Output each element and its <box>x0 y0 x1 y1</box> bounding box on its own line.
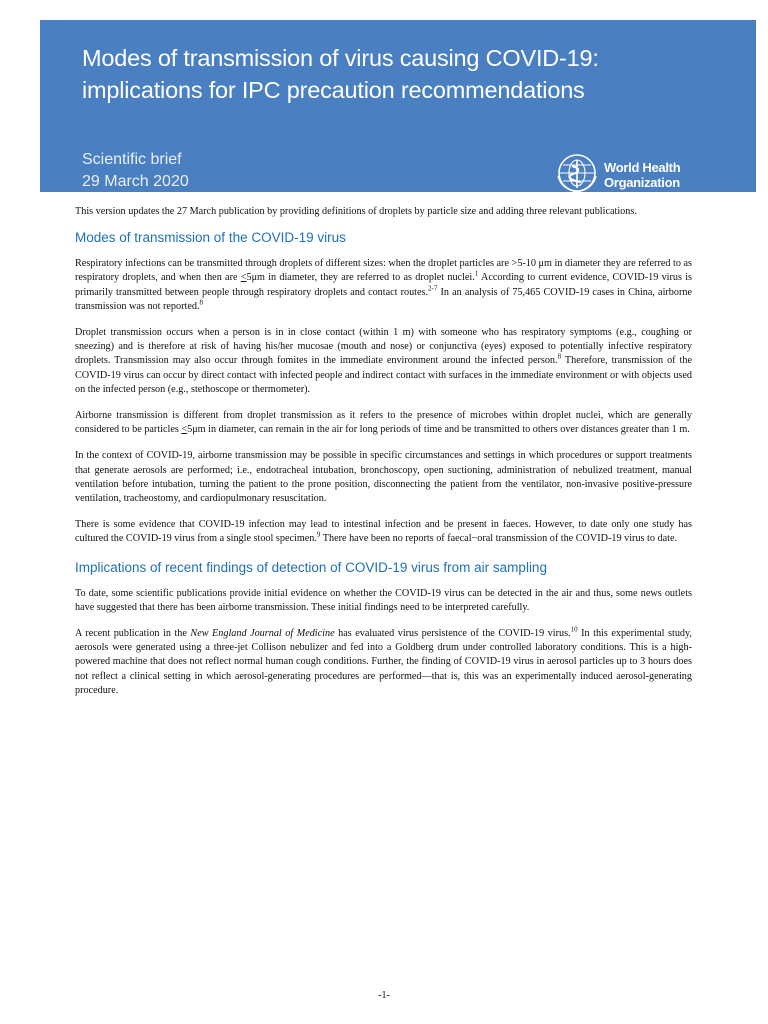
reference-marker: 1 <box>474 270 479 279</box>
paragraph: Airborne transmission is different from droplet transmission as it refers to the presence of microbes within droplet nuclei, which are generally considered to be particles <5μm in diameter, can remain in the air for long periods of time and be transmitted to others over distances greater than 1 m. <box>75 410 692 436</box>
paragraph: To date, some scientific publications provide initial evidence on whether the COVID-19 virus can be detected in the air and thus, some news outlets have suggested that there has been airborne transmission. These initial findings need to be interpreted carefully. <box>75 587 692 613</box>
document-body <box>75 205 692 710</box>
reference-marker: 2-7 <box>428 284 438 293</box>
reference-marker: 8 <box>557 353 562 362</box>
paragraph: Droplet transmission occurs when a person is in in close contact (within 1 m) with someone who has respiratory symptoms (e.g., coughing or sneezing) and is therefore at risk of having his/her mucosae (mouth and nose) or conjunctiva (eyes) exposed to potentially infective respiratory droplets. Transmission may also occur through fomites in the immediate environment around the infected person.$^8$ Therefore, transmission of the COVID-19 virus can occur by direct contact with infected people and indirect contact with surfaces in the immediate environment or with objects used on the infected person (e.g., stethoscope or thermometer). <box>75 327 693 395</box>
who-emblem-icon <box>556 152 598 194</box>
paragraph: There is some evidence that COVID-19 infection may lead to intestinal infection and be present in faeces. However, to date only one study has cultured the COVID-19 virus from a single stool specimen.$^9$ There have been no reports of faecal−oral transmission of the COVID-19 virus to date. <box>75 519 692 545</box>
reference-marker: 10 <box>570 625 578 634</box>
header-banner <box>40 20 756 192</box>
document-date: 29 March 2020 <box>82 173 189 190</box>
paragraph: In the context of COVID-19, airborne transmission may be possible in specific circumstances and settings in which procedures or support treatments that generate aerosols are performed; i.e., endotracheal intubation, bronchoscopy, open suctioning, administration of nebulized treatment, manual ventilation before intubation, turning the patient to the prone position, disconnecting the patient from the ventilator, non-invasive positive-pressure ventilation, tracheostomy, and cardiopulmonary resuscitation. <box>75 450 692 505</box>
intro-paragraph: This version updates the 27 March publication by providing definitions of droplets by particle size and adding three relevant publications. <box>75 206 637 217</box>
section-heading-modes: Modes of transmission of the COVID-19 virus <box>75 230 346 246</box>
journal-name: New England Journal of Medicine <box>190 628 335 640</box>
paragraph: Respiratory infections can be transmitted through droplets of different sizes: when the droplet particles are >5-10 μm in diameter they are referred to as respiratory droplets, and when then are <5μm in diameter, they are referred to as droplet nuclei.$^1$ According to current evidence, COVID-19 virus is primarily transmitted between people through respiratory droplets and contact routes.$^{2-7}$ In an analysis of 75,465 COVID-19 cases in China, airborne transmission was not reported.$^8$ <box>75 258 693 312</box>
who-logo <box>556 152 736 196</box>
paragraph: A recent publication in the New England Journal of Medicine has evaluated virus persistence of the COVID-19 virus.$^{10}$ In this experimental study, aerosols were generated using a three-jet Collison nebulizer and fed into a Goldberg drum under controlled laboratory conditions. This is a high-powered machine that does not reflect normal human cough conditions. Further, the finding of COVID-19 virus in aerosol particles up to 3 hours does not reflect a clinical setting in which aerosol-generating procedures are performed—that is, this was an experimentally induced aerosol-generating procedure. <box>75 625 692 696</box>
document-type: Scientific brief <box>82 151 182 168</box>
section-heading-air-sampling: Implications of recent findings of detection of COVID-19 virus from air sampling <box>75 559 547 575</box>
reference-marker: 9 <box>316 531 321 540</box>
page-number: -1- <box>378 990 390 1001</box>
who-logo-text: World Health Organization <box>604 160 681 190</box>
document-title: Modes of transmission of virus causing COVID-19: implications for IPC precaution recommendations <box>82 45 599 103</box>
reference-marker: 8 <box>199 298 203 307</box>
